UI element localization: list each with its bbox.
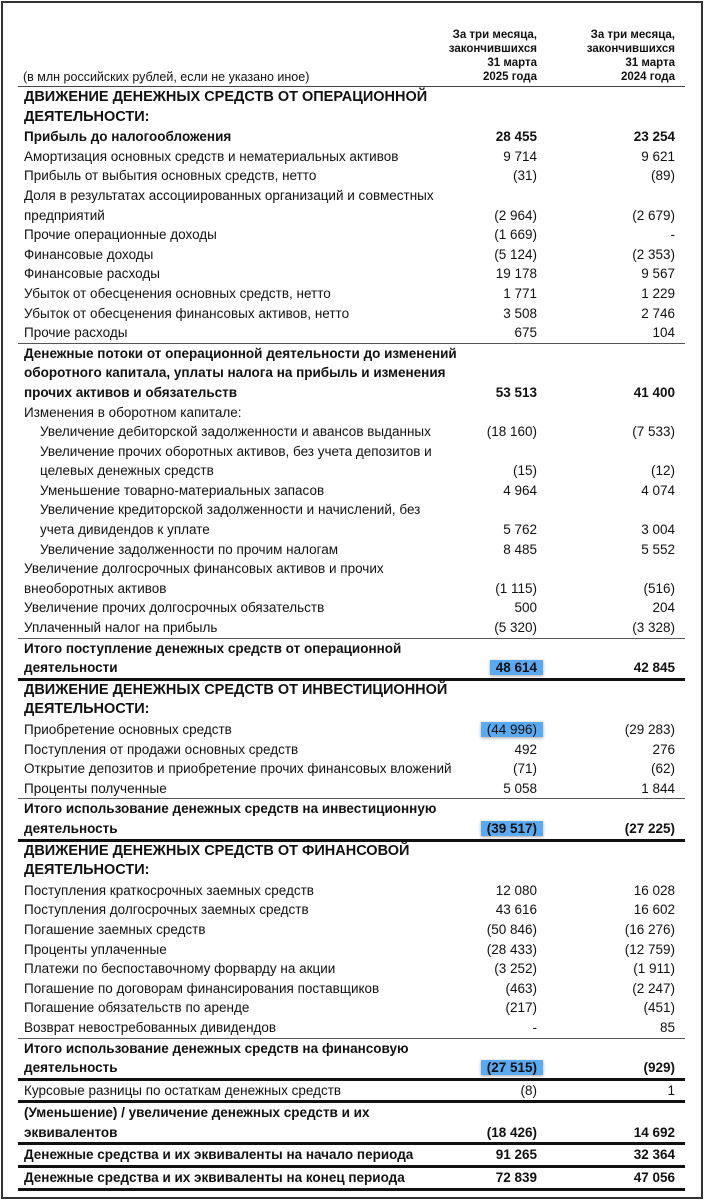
value-2025 — [481, 1058, 537, 1078]
value-text: 32 364 — [633, 1147, 675, 1163]
value-2025 — [487, 422, 537, 442]
value-text: 1 229 — [641, 285, 675, 301]
table-row — [18, 481, 685, 501]
value-2024 — [634, 1168, 675, 1188]
table-row — [18, 720, 685, 740]
value-text: (2 353) — [632, 246, 675, 262]
row-label: Изменения в оборотном капитале: — [24, 404, 242, 420]
row-label: Увеличение долгосрочных финансовых активов и прочих внеоборотных активов — [24, 561, 384, 596]
value-text: (28 433) — [486, 941, 537, 957]
value-text: 3 004 — [641, 522, 675, 538]
table-row — [18, 225, 685, 245]
row-label: Поступления краткосрочных заемных средств — [24, 882, 314, 898]
value-text: (62) — [650, 761, 675, 777]
value-text: 492 — [514, 741, 537, 757]
value-text: (516) — [643, 580, 675, 596]
value-2025 — [495, 579, 537, 599]
row-label: Амортизация основных средств и нематериальных активов — [24, 148, 399, 164]
value-text: 14 692 — [633, 1124, 675, 1140]
table-row — [18, 284, 685, 304]
table-row — [18, 618, 685, 638]
value-2024 — [634, 900, 675, 920]
row-label: Убыток от обесценения основных средств, нетто — [24, 285, 331, 301]
table-row — [18, 638, 685, 681]
value-2025 — [487, 1123, 537, 1143]
value-2025 — [514, 740, 537, 760]
column-header-line: 2024 года — [621, 71, 675, 83]
header-divider — [18, 86, 685, 87]
value-text: 5 058 — [503, 780, 537, 796]
value-text: 3 508 — [503, 305, 537, 321]
table-row — [18, 1038, 685, 1081]
value-text: 9 567 — [641, 266, 675, 282]
value-2024 — [641, 304, 675, 324]
value-2025 — [481, 720, 537, 740]
row-label: Погашение заемных средств — [24, 921, 206, 937]
cash-flow-table — [18, 88, 685, 1191]
value-2025 — [490, 658, 537, 678]
row-label: Прибыль до налогообложения — [24, 129, 232, 145]
value-text: (18 426) — [486, 1124, 537, 1140]
value-text: 12 080 — [495, 882, 537, 898]
value-2025 — [503, 304, 537, 324]
row-label: Прочие операционные доходы — [24, 227, 217, 243]
value-2025 — [494, 245, 537, 265]
table-row — [18, 559, 685, 598]
value-text: 41 400 — [633, 384, 675, 400]
value-2025 — [513, 759, 537, 779]
value-text: 28 455 — [495, 129, 537, 145]
value-2024 — [634, 1123, 675, 1143]
value-2025 — [505, 998, 537, 1018]
value-2024 — [633, 959, 675, 979]
value-text: - — [670, 227, 675, 243]
table-row — [18, 1081, 685, 1104]
value-text: (15) — [512, 463, 537, 479]
value-text: (3 328) — [632, 620, 675, 636]
value-text: (29 283) — [624, 722, 675, 737]
value-text: 1 771 — [503, 285, 537, 301]
value-text: 104 — [652, 325, 675, 341]
value-2025 — [487, 920, 537, 940]
value-text: 5 762 — [503, 522, 537, 538]
value-text: 204 — [652, 600, 675, 616]
value-2024 — [651, 166, 675, 186]
value-2025 — [533, 1018, 538, 1038]
value-text: (217) — [505, 1000, 537, 1016]
value-2024 — [652, 740, 675, 760]
highlighted-value: (39 517) — [481, 821, 543, 836]
row-label: Открытие депозитов и приобретение прочих финансовых вложений — [24, 761, 452, 777]
value-text: (3 252) — [494, 961, 537, 977]
value-2024 — [632, 979, 675, 999]
value-text: (8) — [520, 1082, 537, 1098]
row-label: Погашение обязательств по аренде — [24, 1000, 250, 1016]
value-text: (5 124) — [494, 246, 537, 262]
value-text: 16 602 — [633, 902, 675, 918]
value-text: (7 533) — [632, 424, 675, 440]
value-text: 4 964 — [503, 482, 537, 498]
value-text: (5 320) — [494, 620, 537, 636]
table-row — [18, 540, 685, 560]
value-2025 — [503, 284, 537, 304]
table-row — [18, 740, 685, 760]
table-row — [18, 127, 685, 147]
value-2025 — [496, 383, 537, 403]
column-header-2024 — [565, 28, 675, 84]
row-label: Прибыль от выбытия основных средств, нетто — [24, 168, 317, 184]
column-header-line: За три месяца, — [452, 29, 537, 41]
column-header-line: 31 марта — [487, 57, 537, 69]
value-text: (27 225) — [624, 820, 675, 836]
value-text: (12) — [650, 463, 675, 479]
value-2024 — [651, 461, 675, 481]
value-2024 — [634, 881, 675, 901]
value-2025 — [503, 779, 537, 799]
table-row — [18, 186, 685, 225]
value-2025 — [503, 520, 537, 540]
table-header — [18, 28, 685, 86]
column-header-line: За три месяца, — [590, 29, 675, 41]
value-text: 276 — [652, 741, 675, 757]
table-row — [18, 245, 685, 265]
value-2025 — [494, 225, 537, 245]
row-label: Увеличение кредиторской задолженности и начислений, без учета дивидендов к уплате — [40, 502, 421, 538]
section-heading-row — [18, 842, 685, 881]
value-text: (451) — [643, 1000, 675, 1016]
value-text: (89) — [650, 168, 675, 184]
table-row — [18, 442, 685, 481]
column-header-line: 31 марта — [625, 57, 675, 69]
row-label: ДВИЖЕНИЕ ДЕНЕЖНЫХ СРЕДСТВ ОТ ИНВЕСТИЦИОННОЙ ДЕЯТЕЛЬНОСТИ: — [24, 681, 448, 718]
row-label: Возврат невостребованных дивидендов — [24, 1019, 277, 1035]
value-text: (12 759) — [624, 941, 675, 957]
value-2025 — [505, 979, 537, 999]
table-row — [18, 422, 685, 442]
value-2025 — [513, 461, 537, 481]
value-2024 — [641, 284, 675, 304]
value-2025 — [496, 900, 537, 920]
row-label: Убыток от обесценения финансовых активов, нетто — [24, 305, 350, 321]
value-text: (18 160) — [486, 424, 537, 440]
value-text: (2 679) — [632, 207, 675, 223]
value-text: 9 621 — [641, 148, 675, 164]
highlighted-value: 48 614 — [490, 660, 543, 675]
value-text: (31) — [512, 168, 537, 184]
value-2024 — [671, 225, 676, 245]
value-2025 — [496, 881, 537, 901]
value-2024 — [651, 759, 675, 779]
value-2024 — [652, 598, 675, 618]
value-2024 — [634, 383, 675, 403]
value-text: (929) — [643, 1060, 675, 1076]
row-label: Платежи по беспоставочному форварду на акции — [24, 961, 336, 977]
value-text: 53 513 — [495, 384, 537, 400]
table-row — [18, 304, 685, 324]
value-text: (2 247) — [632, 980, 675, 996]
value-text: 23 254 — [633, 129, 675, 145]
value-2024 — [632, 618, 675, 638]
units-caption: (в млн российских рублей, если не указано иное) — [23, 70, 310, 84]
value-text: (1 669) — [494, 227, 537, 243]
table-row — [18, 1168, 685, 1191]
value-2025 — [521, 1081, 538, 1101]
row-label: Увеличение прочих оборотных активов, без учета депозитов и целевых денежных средств — [40, 443, 432, 479]
column-header-line: 2025 года — [483, 71, 537, 83]
table-row — [18, 1103, 685, 1145]
table-row — [18, 998, 685, 1018]
table-row — [18, 940, 685, 960]
value-2024 — [667, 1081, 675, 1101]
table-row — [18, 779, 685, 799]
value-2025 — [487, 940, 537, 960]
value-text: 500 — [514, 600, 537, 616]
row-label: Прочие расходы — [24, 325, 128, 341]
value-text: (16 276) — [624, 921, 675, 937]
row-label: Проценты уплаченные — [24, 941, 167, 957]
value-2024 — [625, 940, 675, 960]
value-text: 19 178 — [495, 266, 537, 282]
value-text: - — [532, 1019, 537, 1035]
value-2025 — [503, 481, 537, 501]
table-row — [18, 264, 685, 284]
value-text: 9 714 — [503, 148, 537, 164]
value-2024 — [634, 658, 675, 678]
value-2025 — [514, 598, 537, 618]
section-heading-row — [18, 88, 685, 127]
value-text: (2 964) — [494, 207, 537, 223]
value-text: 2 746 — [641, 305, 675, 321]
value-2024 — [641, 540, 675, 560]
value-2025 — [481, 819, 537, 839]
row-label: Приобретение основных средств — [24, 722, 232, 737]
value-text: 85 — [659, 1019, 675, 1035]
row-label: Увеличение прочих долгосрочных обязательств — [24, 600, 325, 616]
value-2024 — [634, 127, 675, 147]
table-row — [18, 881, 685, 901]
table-row — [18, 1145, 685, 1168]
value-2025 — [494, 618, 537, 638]
table-row — [18, 598, 685, 618]
value-2025 — [496, 1145, 537, 1165]
row-label: Итого использование денежных средств на инвестиционную деятельность — [24, 801, 437, 836]
row-label: Погашение по договорам финансирования поставщиков — [24, 980, 380, 996]
value-2024 — [641, 481, 675, 501]
section-heading-row — [18, 681, 685, 720]
row-label: (Уменьшение) / увеличение денежных средств и их эквивалентов — [24, 1105, 370, 1140]
value-text: 1 — [667, 1082, 675, 1098]
highlighted-value: (44 996) — [481, 722, 543, 737]
table-row — [18, 1018, 685, 1038]
table-row — [18, 900, 685, 920]
value-2025 — [496, 127, 537, 147]
value-2025 — [503, 540, 537, 560]
value-2024 — [641, 779, 675, 799]
value-text: (1 911) — [633, 961, 675, 977]
row-label: Поступления от продажи основных средств — [24, 741, 299, 757]
column-header-line: закончившихся — [586, 43, 675, 55]
value-2024 — [643, 998, 675, 1018]
column-header-line: закончившихся — [448, 43, 537, 55]
row-label: Финансовые доходы — [24, 246, 154, 262]
row-label: Денежные средства и их эквиваленты на начало периода — [24, 1147, 414, 1163]
table-row — [18, 166, 685, 186]
value-2025 — [494, 959, 537, 979]
table-row — [18, 343, 685, 403]
table-row — [18, 798, 685, 841]
table-row — [18, 979, 685, 999]
value-text: 47 056 — [633, 1170, 675, 1186]
value-2025 — [513, 166, 537, 186]
value-2024 — [632, 206, 675, 226]
row-label: Итого поступление денежных средств от операционной деятельности — [24, 640, 402, 676]
value-text: (50 846) — [486, 921, 537, 937]
row-label: Увеличение задолженности по прочим налогам — [40, 541, 339, 557]
value-2024 — [632, 245, 675, 265]
value-2025 — [496, 1168, 537, 1188]
table-row — [18, 500, 685, 539]
value-text: (463) — [505, 980, 537, 996]
value-text: (71) — [512, 761, 537, 777]
row-label: Увеличение дебиторской задолженности и авансов выданных — [40, 424, 431, 440]
value-2024 — [641, 147, 675, 167]
row-label: Денежные потоки от операционной деятельности до изменений оборотного капитала, уплаты налога на прибыль и изменения прочих активов и обязательств — [24, 345, 457, 400]
column-header-2025 — [427, 28, 537, 84]
row-label: ДВИЖЕНИЕ ДЕНЕЖНЫХ СРЕДСТВ ОТ ОПЕРАЦИОННОЙ ДЕЯТЕЛЬНОСТИ: — [24, 89, 428, 125]
value-2024 — [634, 1145, 675, 1165]
row-label: Уменьшение товарно-материальных запасов — [40, 482, 325, 498]
row-label: Уплаченный налог на прибыль — [24, 620, 218, 636]
table-row — [18, 403, 685, 423]
value-text: 5 552 — [641, 541, 675, 557]
value-2024 — [643, 1058, 675, 1078]
value-text: (1 115) — [495, 580, 537, 596]
highlighted-value: (27 515) — [481, 1060, 543, 1075]
value-2024 — [641, 520, 675, 540]
value-2024 — [641, 264, 675, 284]
value-text: 72 839 — [495, 1170, 537, 1186]
value-text: 91 265 — [495, 1147, 537, 1163]
row-label: Денежные средства и их эквиваленты на конец периода — [24, 1170, 405, 1186]
value-text: 1 844 — [641, 780, 675, 796]
value-text: 8 485 — [503, 541, 537, 557]
value-text: 16 028 — [633, 882, 675, 898]
row-label: Итого использование денежных средств на финансовую деятельность — [24, 1040, 409, 1076]
value-text: 43 616 — [495, 902, 537, 918]
value-2024 — [625, 920, 675, 940]
value-2024 — [643, 579, 675, 599]
row-label: Поступления долгосрочных заемных средств — [24, 902, 309, 918]
value-2024 — [625, 819, 675, 839]
value-2025 — [503, 147, 537, 167]
value-2025 — [514, 323, 537, 343]
value-2024 — [625, 720, 675, 740]
row-label: ДВИЖЕНИЕ ДЕНЕЖНЫХ СРЕДСТВ ОТ ФИНАНСОВОЙ ДЕЯТЕЛЬНОСТИ: — [24, 842, 410, 879]
value-text: 42 845 — [633, 660, 675, 676]
value-2024 — [632, 422, 675, 442]
value-2024 — [652, 323, 675, 343]
table-row — [18, 920, 685, 940]
value-text: 675 — [514, 325, 537, 341]
table-row — [18, 323, 685, 343]
row-label: Проценты полученные — [24, 780, 167, 796]
row-label: Финансовые расходы — [24, 266, 160, 282]
row-label: Доля в результатах ассоциированных организаций и совместных предприятий — [24, 187, 434, 223]
row-label: Курсовые разницы по остаткам денежных средств — [24, 1082, 342, 1098]
value-2025 — [494, 206, 537, 226]
value-2024 — [660, 1018, 675, 1038]
table-row — [18, 147, 685, 167]
table-row — [18, 959, 685, 979]
table-row — [18, 759, 685, 779]
value-2025 — [496, 264, 537, 284]
value-text: 4 074 — [641, 482, 675, 498]
